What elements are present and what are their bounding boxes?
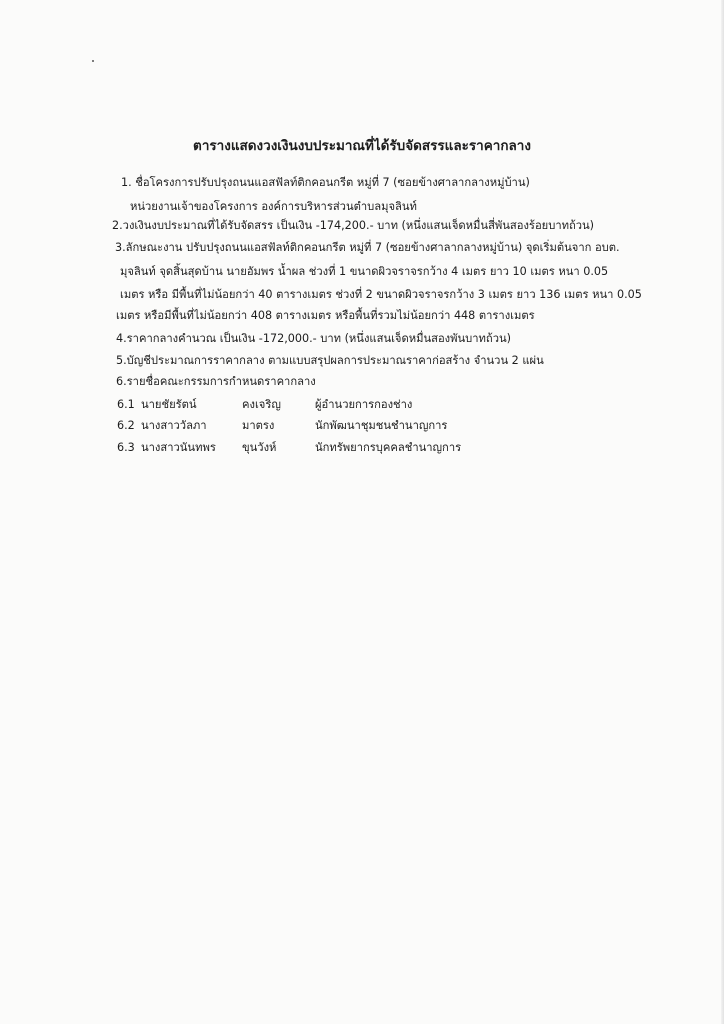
member-number: 6.1 <box>117 398 135 411</box>
price-estimate-line: 5.บัญชีประมาณการราคากลาง ตามแบบสรุปผลการประมาณราคาก่อสร้าง จำนวน 2 แผ่น <box>116 354 544 367</box>
member-surname: ขุนวังห์ <box>242 441 277 454</box>
page-title: ตารางแสดงวงเงินงบประมาณที่ได้รับจัดสรรและราคากลาง <box>193 138 531 154</box>
budget-line: 2.วงเงินงบประมาณที่ได้รับจัดสรร เป็นเงิน -174,200.- บาท (หนึ่งแสนเจ็ดหมื่นสี่พันสองร้อยบาทถ้วน) <box>112 219 595 232</box>
median-price-line: 4.ราคากลางคำนวณ เป็นเงิน -172,000.- บาท (หนึ่งแสนเจ็ดหมื่นสองพันบาทถ้วน) <box>116 332 511 345</box>
member-name: นางสาววัลภา <box>141 419 207 432</box>
member-surname: คงเจริญ <box>242 398 281 411</box>
owner-agency-line: หน่วยงานเจ้าของโครงการ องค์การบริหารส่วนตำบลมุจลินท์ <box>130 200 417 213</box>
member-role: ผู้อำนวยการกองช่าง <box>315 398 413 411</box>
committee-heading: 6.รายชื่อคณะกรรมการกำหนดราคากลาง <box>116 375 316 388</box>
member-name: นางสาวนันทพร <box>141 441 216 454</box>
project-name-line: 1. ชื่อโครงการปรับปรุงถนนแอสฟัลท์ติกคอนกรีต หมู่ที่ 7 (ซอยข้างศาลากลางหมู่บ้าน) <box>121 176 530 189</box>
work-description-line-2: มุจลินท์ จุดสิ้นสุดบ้าน นายอัมพร น้ำผล ช่วงที่ 1 ขนาดผิวจราจรกว้าง 4 เมตร ยาว 10 เมตร หนา 0.05 <box>120 265 609 278</box>
member-role: นักพัฒนาชุมชนชำนาญการ <box>315 419 448 432</box>
member-number: 6.2 <box>117 419 135 432</box>
work-description-line-3: เมตร หรือ มีพื้นที่ไม่น้อยกว่า 40 ตารางเมตร ช่วงที่ 2 ขนาดผิวจราจรกว้าง 3 เมตร ยาว 136 เมตร หนา 0.05 <box>120 288 642 301</box>
member-surname: มาตรง <box>242 419 275 432</box>
member-role: นักทรัพยากรบุคคลชำนาญการ <box>315 441 462 454</box>
scan-speck <box>92 60 94 62</box>
member-number: 6.3 <box>117 441 135 454</box>
work-description-line-1: 3.ลักษณะงาน ปรับปรุงถนนแอสฟัลท์ติกคอนกรีต หมู่ที่ 7 (ซอยข้างศาลากลางหมู่บ้าน) จุดเริ่มต้นจาก อบต. <box>115 241 620 254</box>
member-name: นายชัยรัตน์ <box>141 398 197 411</box>
work-description-line-4: เมตร หรือมีพื้นที่ไม่น้อยกว่า 408 ตารางเมตร หรือพื้นที่รวมไม่น้อยกว่า 448 ตารางเมตร <box>116 309 535 322</box>
